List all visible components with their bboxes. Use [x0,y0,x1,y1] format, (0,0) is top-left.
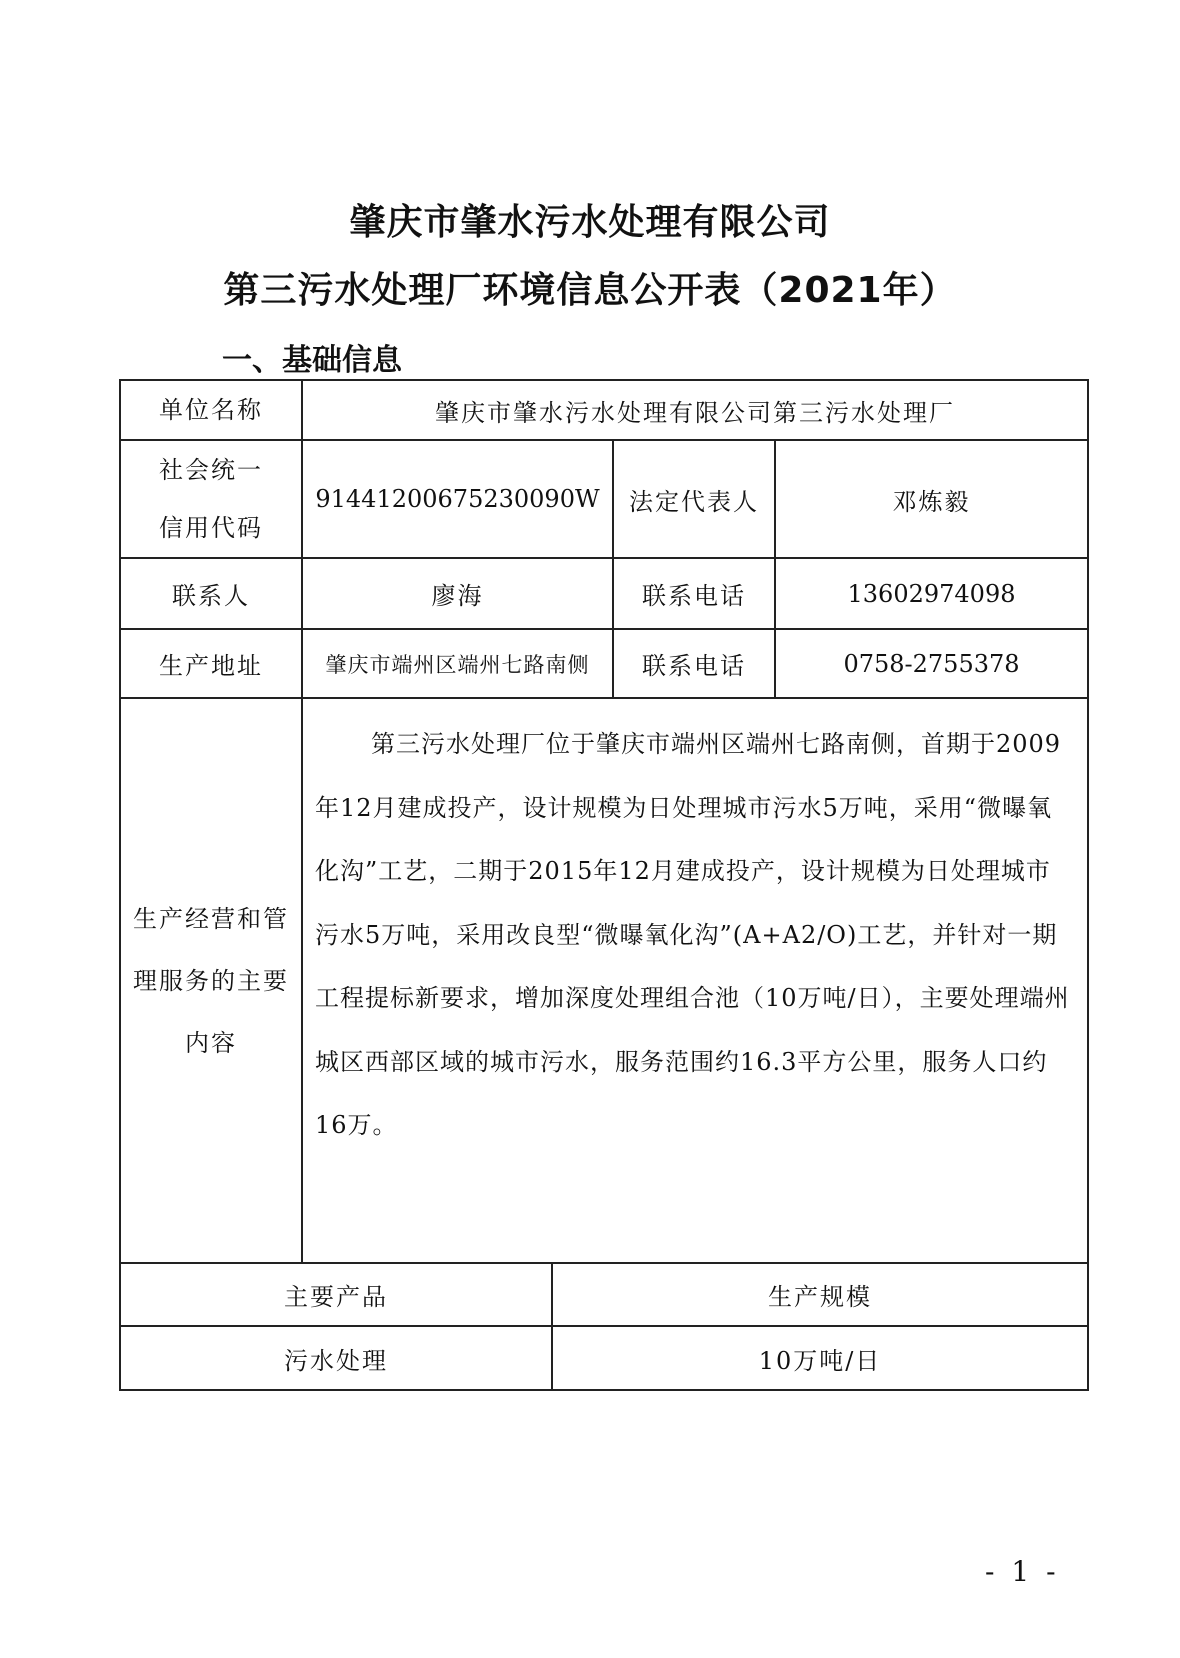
phone-label-2: 联系电话 [613,629,775,698]
document-title-line1: 肇庆市肇水污水处理有限公司 [349,202,831,243]
business-label [120,698,302,1263]
basic-info-table [119,379,1089,1391]
production-scale-value: 10万吨/日 [552,1326,1088,1390]
address-value: 肇庆市端州区端州七路南侧 [302,629,613,698]
business-label-line2: 理服务的主要 [133,966,289,995]
table-row [120,380,1088,440]
contact-value: 廖海 [302,558,613,629]
main-product-value: 污水处理 [120,1326,552,1390]
credit-code-value: 91441200675230090W [302,440,613,558]
production-scale-label: 生产规模 [552,1263,1088,1326]
address-label: 生产地址 [120,629,302,698]
unit-name-value: 肇庆市肇水污水处理有限公司第三污水处理厂 [302,380,1088,440]
table-row [120,440,1088,558]
business-description: 第三污水处理厂位于肇庆市端州区端州七路南侧，首期于2009年12月建成投产，设计规模为日处理城市污水5万吨，采用“微曝氧化沟”工艺，二期于2015年12月建成投产，设计规模为日处理城市污水5万吨，采用改良型“微曝氧化沟”(A+A2/O)工艺，并针对一期工程提标新要求，增加深度处理组合池（10万吨/日），主要处理端州城区西部区域的城市污水，服务范围约16.3平方公里，服务人口约16万。 [302,698,1088,1263]
business-label-line1: 生产经营和管 [133,904,289,933]
table-row [120,629,1088,698]
legal-rep-value: 邓炼毅 [775,440,1088,558]
phone-label-1: 联系电话 [613,558,775,629]
phone-value-1: 13602974098 [775,558,1088,629]
table-row [120,558,1088,629]
section-heading: 一、基础信息 [222,343,402,378]
business-label-line3: 内容 [185,1028,237,1057]
contact-label: 联系人 [120,558,302,629]
table-row [120,1263,1088,1326]
page-number: - 1 - [985,1555,1060,1588]
table-row [120,1326,1088,1390]
credit-code-label-line1: 社会统一 [159,456,263,484]
document-title-line2: 第三污水处理厂环境信息公开表（2021年） [223,270,957,311]
legal-rep-label: 法定代表人 [613,440,775,558]
unit-name-label: 单位名称 [120,380,302,440]
phone-value-2: 0758-2755378 [775,629,1088,698]
main-product-label: 主要产品 [120,1263,552,1326]
credit-code-label [120,440,302,558]
table-row [120,698,1088,1263]
credit-code-label-line2: 信用代码 [159,514,263,542]
